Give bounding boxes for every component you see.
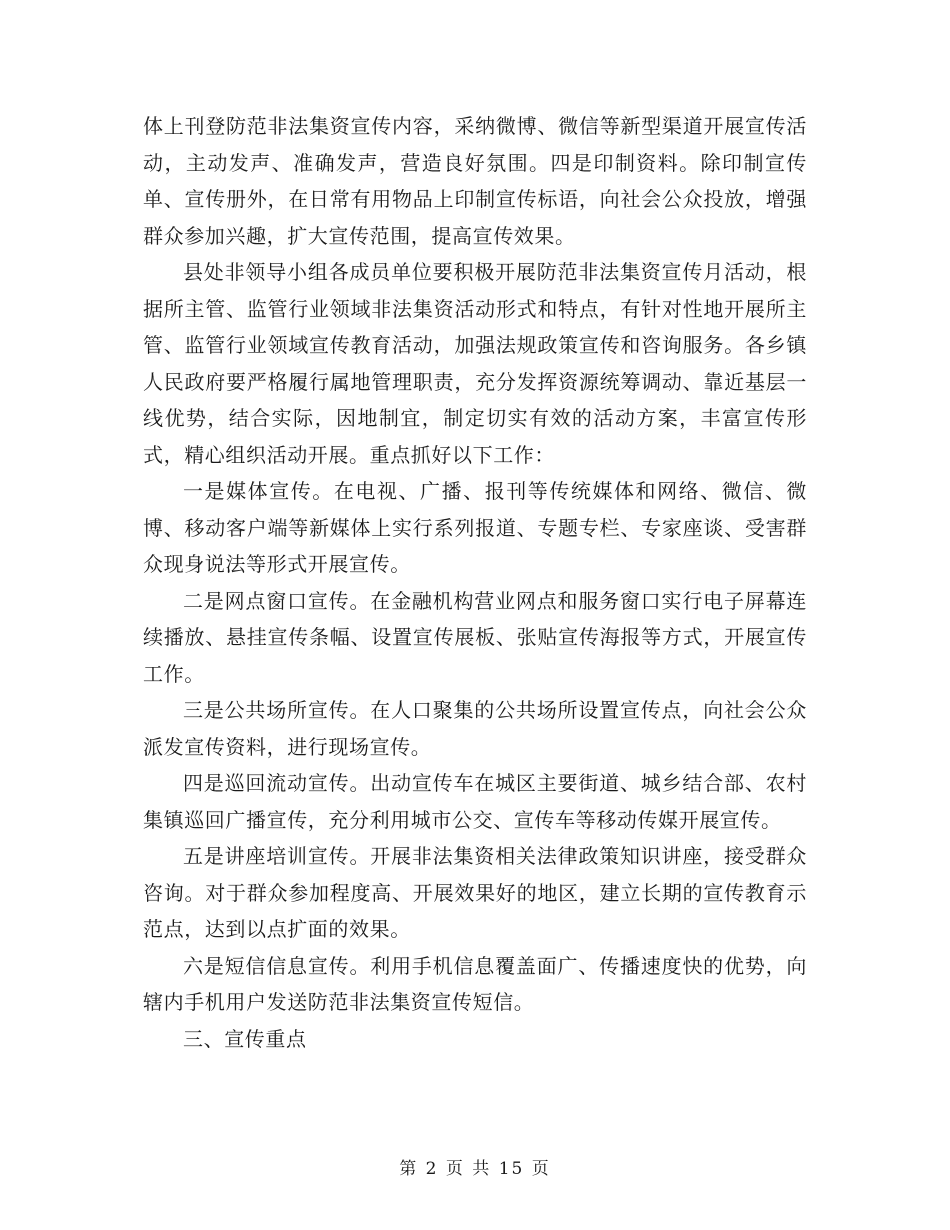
paragraph-mobile-tour-publicity: 四是巡回流动宣传。出动宣传车在城区主要街道、城乡结合部、农村集镇巡回广播宣传，充分利用城市公交、宣传车等移动传媒开展宣传。 — [143, 771, 807, 832]
paragraph-sms-publicity: 六是短信信息宣传。利用手机信息覆盖面广、传播速度快的优势，向辖内手机用户发送防范非法集资宣传短信。 — [143, 953, 807, 1014]
paragraph-branch-window-publicity: 二是网点窗口宣传。在金融机构营业网点和服务窗口实行电子屏幕连续播放、悬挂宣传条幅、设置宣传展板、张贴宣传海报等方式，开展宣传工作。 — [143, 588, 807, 686]
paragraph-overview: 县处非领导小组各成员单位要积极开展防范非法集资宣传月活动，根据所主管、监管行业领域非法集资活动形式和特点，有针对性地开展所主管、监管行业领域宣传教育活动，加强法规政策宣传和咨询服务。各乡镇人民政府要严格履行属地管理职责，充分发挥资源统筹调动、靠近基层一线优势，结合实际，因地制宜，制定切实有效的活动方案，丰富宣传形式，精心组织活动开展。重点抓好以下工作： — [143, 260, 807, 467]
document-body — [143, 108, 807, 1057]
paragraph-media-publicity: 一是媒体宣传。在电视、广播、报刊等传统媒体和网络、微信、微博、移动客户端等新媒体上实行系列报道、专题专栏、专家座谈、受害群众现身说法等形式开展宣传。 — [143, 479, 807, 576]
paragraph-public-place-publicity: 三是公共场所宣传。在人口聚集的公共场所设置宣传点，向社会公众派发宣传资料，进行现场宣传。 — [143, 698, 807, 759]
paragraph-lecture-training-publicity: 五是讲座培训宣传。开展非法集资相关法律政策知识讲座，接受群众咨询。对于群众参加程度高、开展效果好的地区，建立长期的宣传教育示范点，达到以点扩面的效果。 — [143, 844, 807, 941]
page-number-footer: 第 2 页 共 15 页 — [399, 1159, 551, 1179]
section-heading-publicity-focus: 三、宣传重点 — [183, 1026, 307, 1051]
paragraph-continuation: 体上刊登防范非法集资宣传内容，采纳微博、微信等新型渠道开展宣传活动，主动发声、准确发声，营造良好氛围。四是印制资料。除印制宣传单、宣传册外，在日常有用物品上印制宣传标语，向社会公众投放，增强群众参加兴趣，扩大宣传范围，提高宣传效果。 — [143, 114, 807, 248]
